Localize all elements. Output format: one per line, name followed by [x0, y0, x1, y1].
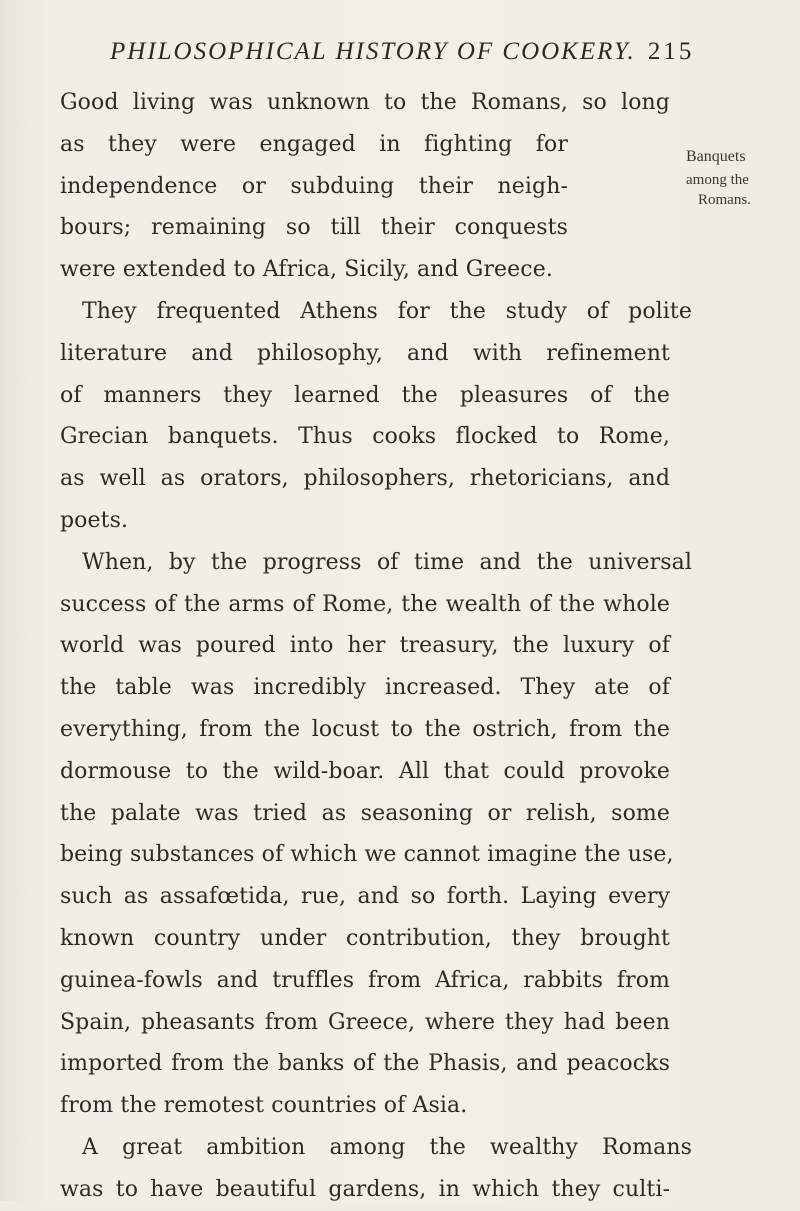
text-line: was to have beautiful gardens, in which they culti- [60, 1176, 670, 1202]
text-line: the table was incredibly increased. They ate of [60, 675, 670, 701]
text-line: poets. [60, 507, 129, 533]
text-line: imported from the banks of the Phasis, and peacocks [60, 1051, 670, 1077]
text-line: dormouse to the wild-boar. All that could provoke [60, 758, 670, 784]
text-line: from the remotest countries of Asia. [60, 1093, 468, 1119]
text-line: Spain, pheasants from Greece, where they had been [60, 1009, 670, 1035]
text-line: Grecian banquets. Thus cooks flocked to Rome, [60, 424, 670, 450]
running-head [110, 38, 750, 66]
text-line: bours; remaining so till their conquests [60, 215, 568, 241]
text-line: being substances of which we cannot imagine the use, [60, 842, 674, 868]
text-line: of manners they learned the pleasures of the [60, 382, 670, 408]
text-line: A great ambition among the wealthy Romans [82, 1134, 692, 1160]
text-line: When, by the progress of time and the universal [82, 549, 692, 575]
text-line: success of the arms of Rome, the wealth of the whole [60, 591, 670, 617]
margin-note-line-1: Banquets [686, 148, 746, 165]
text-line: guinea-fowls and truffles from Africa, rabbits from [60, 967, 670, 993]
text-line: were extended to Africa, Sicily, and Greece. [60, 257, 553, 283]
text-line: known country under contribution, they brought [60, 925, 670, 951]
header-title: PHILOSOPHICAL HISTORY OF COOKERY. [110, 38, 636, 65]
text-line: They frequented Athens for the study of polite [82, 298, 692, 324]
margin-note-line-2: among the [686, 172, 749, 188]
text-line: as they were engaged in fighting for [60, 131, 568, 157]
page-number: 215 [647, 38, 695, 65]
text-line: as well as orators, philosophers, rhetoricians, and [60, 466, 670, 492]
text-line: such as assafœtida, rue, and so forth. Laying every [60, 884, 670, 910]
text-line: everything, from the locust to the ostrich, from the [60, 716, 670, 742]
text-line: literature and philosophy, and with refinement [60, 340, 670, 366]
body-text [60, 82, 692, 1211]
text-line: independence or subduing their neigh- [60, 173, 568, 199]
text-line: world was poured into her treasury, the luxury of [60, 633, 670, 659]
text-line: Good living was unknown to the Romans, so long [60, 90, 670, 115]
margin-note-line-3: Romans. [698, 192, 751, 208]
text-line: the palate was tried as seasoning or relish, some [60, 800, 670, 826]
